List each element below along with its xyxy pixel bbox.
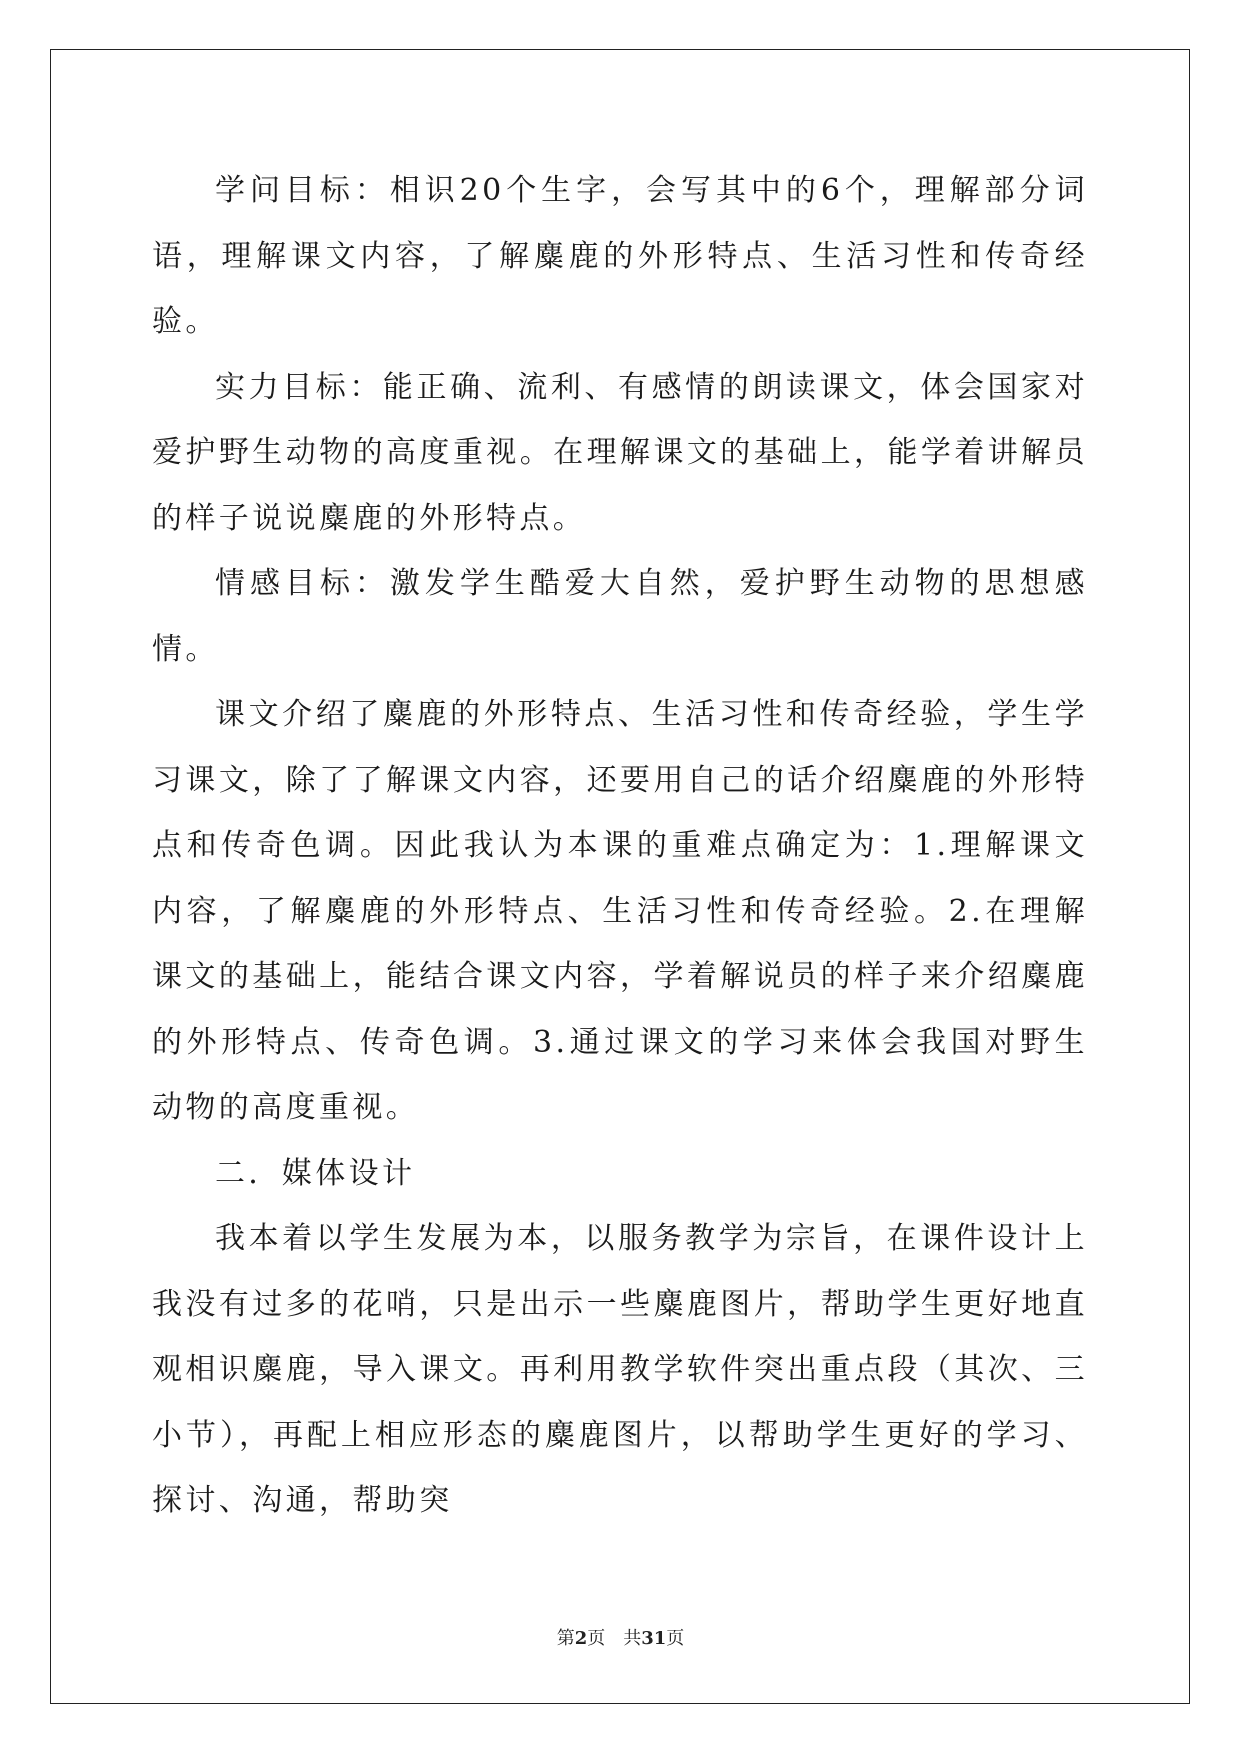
paragraph-knowledge-goal: 学问目标：相识20个生字，会写其中的6个，理解部分词语，理解课文内容，了解麋鹿的外形特点、生活习性和传奇经验。 xyxy=(152,173,1088,339)
total-prefix: 共 xyxy=(623,1628,642,1649)
paragraph-media-design: 我本着以学生发展为本，以服务教学为宗旨，在课件设计上我没有过多的花哨，只是出示一些麋鹿图片，帮助学生更好地直观相识麋鹿，导入课文。再利用教学软件突出重点段（其次、三小节），再配上相应形态的麋鹿图片，以帮助学生更好的学习、探讨、沟通，帮助突 xyxy=(152,1221,1088,1518)
paragraph-emotion-goal: 情感目标：激发学生酷爱大自然，爱护野生动物的思想感情。 xyxy=(152,566,1088,667)
paragraph-key-difficulties: 课文介绍了麋鹿的外形特点、生活习性和传奇经验，学生学习课文，除了了解课文内容，还要用自己的话介绍麋鹿的外形特点和传奇色调。因此我认为本课的重难点确定为：1.理解课文内容，了解麋鹿的外形特点、生活习性和传奇经验。2.在理解课文的基础上，能结合课文内容，学着解说员的样子来介绍麋鹿的外形特点、传奇色调。3.通过课文的学习来体会我国对野生动物的高度重视。 xyxy=(152,697,1088,1125)
page-number: 2 xyxy=(574,1628,588,1649)
paragraph-ability-goal: 实力目标：能正确、流利、有感情的朗读课文，体会国家对爱护野生动物的高度重视。在理解课文的基础上，能学着讲解员的样子说说麋鹿的外形特点。 xyxy=(152,369,1088,536)
page-prefix: 第 xyxy=(556,1628,575,1649)
document-body xyxy=(152,158,1088,1534)
total-suffix: 页 xyxy=(666,1628,685,1649)
page-suffix: 页 xyxy=(587,1628,606,1649)
total-pages: 31 xyxy=(641,1628,667,1649)
section-heading-media-design: 二．媒体设计 xyxy=(215,1155,416,1191)
page-footer xyxy=(0,1627,1241,1651)
